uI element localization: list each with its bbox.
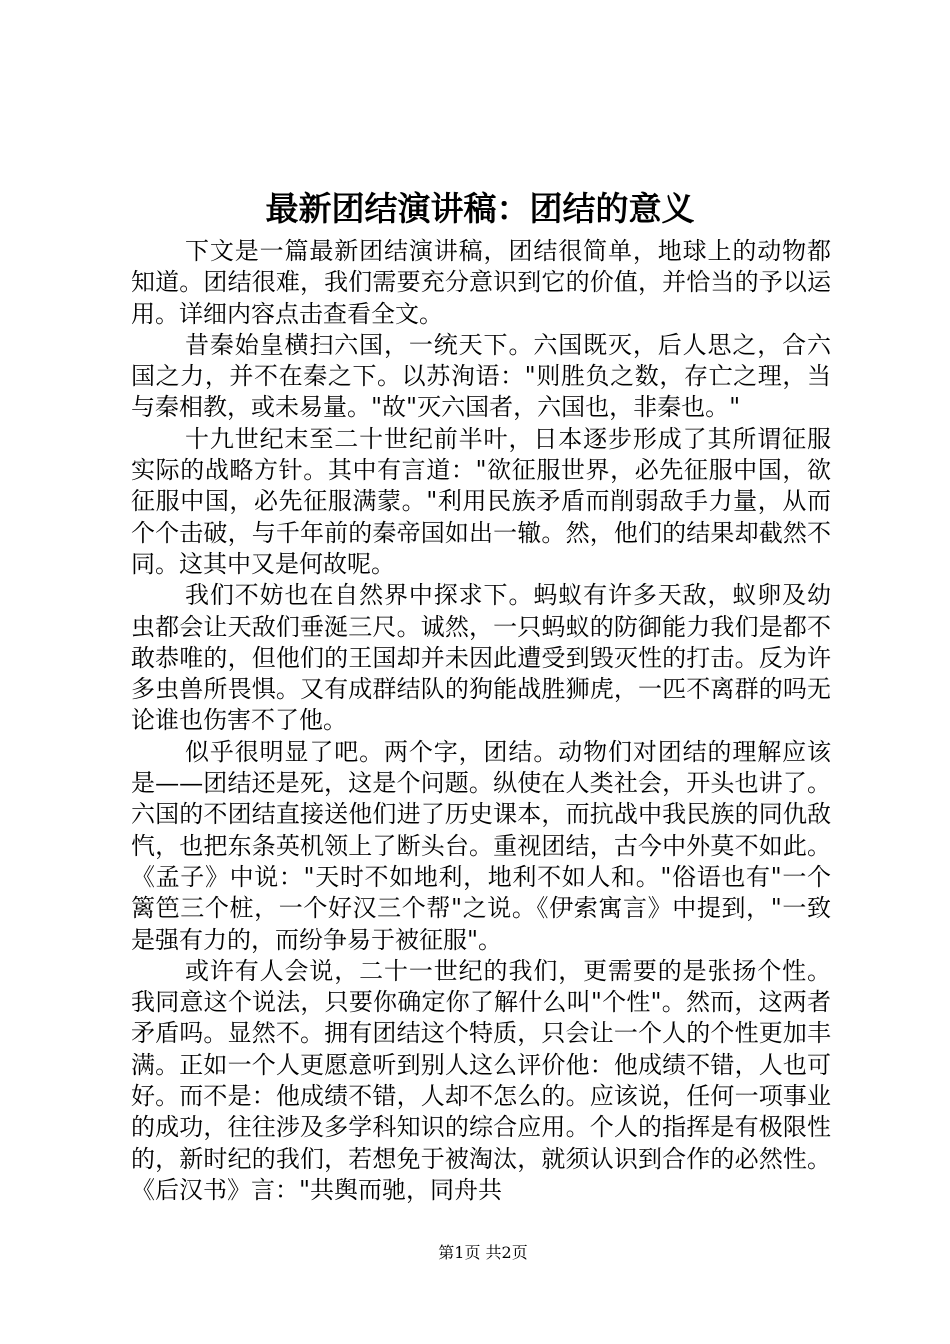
document-title: 最新团结演讲稿：团结的意义 bbox=[265, 189, 695, 228]
paragraph: 十九世纪末至二十世纪前半叶，日本逐步形成了其所谓征服实际的战略方针。其中有言道："欲征服世界，必先征服中国，欲征服中国，必先征服满蒙。"利用民族矛盾而削弱敌手力量，从而个个击破，与千年前的秦帝国如出一辙。然，他们的结果却截然不同。这其中又是何故呢。 bbox=[131, 424, 831, 578]
page-number-footer: 第1页 共2页 bbox=[438, 1243, 528, 1262]
paragraph: 昔秦始皇横扫六国，一统天下。六国既灭，后人思之，合六国之力，并不在秦之下。以苏洵语："则胜负之数，存亡之理，当与秦相教，或未易量。"故"灭六国者，六国也，非秦也。" bbox=[131, 330, 831, 422]
document-body bbox=[131, 236, 831, 1206]
paragraph: 似乎很明显了吧。两个字，团结。动物们对团结的理解应该是——团结还是死，这是个问题。纵使在人类社会，开头也讲了。六国的不团结直接送他们进了历史课本，而抗战中我民族的同仇敌忾，也把东条英机领上了断头台。重视团结，古今中外莫不如此。《孟子》中说："天时不如地利，地利不如人和。"俗语也有"一个篱笆三个桩，一个好汉三个帮"之说。《伊索寓言》中提到，"一致是强有力的，而纷争易于被征服"。 bbox=[131, 737, 831, 954]
paragraph: 我们不妨也在自然界中探求下。蚂蚁有许多天敌，蚁卵及幼虫都会让天敌们垂涎三尺。诚然，一只蚂蚁的防御能力我们是都不敢恭唯的，但他们的王国却并未因此遭受到毁灭性的打击。反为许多虫兽所畏惧。又有成群结队的狗能战胜狮虎，一匹不离群的吗无论谁也伤害不了他。 bbox=[131, 581, 831, 735]
paragraph: 下文是一篇最新团结演讲稿，团结很简单，地球上的动物都知道。团结很难，我们需要充分意识到它的价值，并恰当的予以运用。详细内容点击查看全文。 bbox=[131, 237, 831, 328]
paragraph: 或许有人会说，二十一世纪的我们，更需要的是张扬个性。我同意这个说法，只要你确定你了解什么叫"个性"。然而，这两者矛盾吗。显然不。拥有团结这个特质，只会让一个人的个性更加丰满。正如一个人更愿意听到别人这么评价他：他成绩不错，人也可好。而不是：他成绩不错，人却不怎么的。应该说，任何一项事业的成功，往往涉及多学科知识的综合应用。个人的指挥是有极限性的，新时纪的我们，若想免于被淘汰，就须认识到合作的必然性。《后汉书》言："共舆而驰，同舟共 bbox=[131, 956, 831, 1204]
